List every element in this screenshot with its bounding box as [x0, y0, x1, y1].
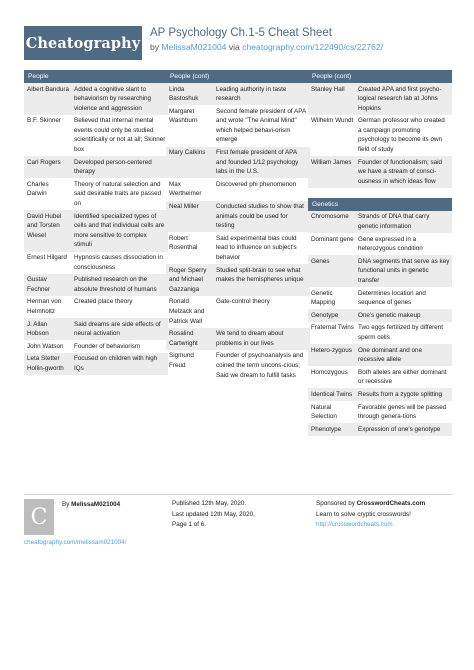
- table-row: [308, 366, 452, 388]
- sponsor-name[interactable]: CrosswordCheats.com: [356, 500, 426, 507]
- page-number: Page 1 of 6.: [172, 521, 206, 528]
- sheet-url-link[interactable]: cheatography.com/122490/cs/22762/: [242, 42, 383, 52]
- section-header-genetics: Genetics: [308, 198, 452, 211]
- term-cell: Genetic Mapping: [311, 289, 336, 307]
- table-row: [308, 322, 452, 344]
- table-row: [308, 255, 452, 287]
- table-row: [308, 211, 452, 233]
- column-3: [308, 70, 452, 436]
- cheatography-logo[interactable]: Cheatography: [24, 26, 142, 60]
- description-cell: We tend to dream about problems in our lives: [216, 330, 284, 347]
- description-cell: Strands of DNA that carry genetic information: [358, 213, 430, 231]
- table-row: [24, 353, 168, 375]
- table-row: [166, 178, 310, 200]
- sponsor-link[interactable]: http://crosswordcheats.com: [316, 521, 393, 528]
- term-cell: Identical Twins: [311, 390, 353, 398]
- table-row: [308, 344, 452, 366]
- description-cell: German professor who created a campaign promoting psychology to become its own field of study: [358, 117, 445, 154]
- description-cell: Founder of psychoanalysis and coined the term uncons-cious; Said we dream to fulfill tasks: [216, 352, 304, 379]
- footer-author: [62, 501, 120, 508]
- term-cell: Ernest Hilgard: [27, 254, 67, 261]
- description-cell: Said dreams are side effects of neural activation: [74, 320, 161, 338]
- table-row: [308, 156, 452, 188]
- footer-author-name[interactable]: MelissaM021004: [71, 501, 121, 508]
- table-row: [166, 147, 310, 179]
- table-row: [166, 232, 310, 264]
- table-row: [308, 309, 452, 322]
- description-cell: Both alleles are either dominant or recessive: [358, 368, 447, 386]
- cheatography-c-icon: C: [24, 499, 54, 535]
- term-cell: B.F. Skinner: [27, 117, 61, 125]
- table-row: [166, 350, 310, 382]
- table-row: [166, 264, 310, 296]
- term-cell: Neal Miller: [169, 203, 199, 211]
- section-people-cont: [166, 83, 310, 382]
- term-cell: Rosalind Cartwright: [169, 330, 198, 347]
- footer-sponsor: [316, 499, 425, 531]
- description-cell: Conducted studies to show that animals could be used for testing: [216, 203, 304, 230]
- term-cell: Genes: [311, 257, 330, 265]
- section-header-people-cont: People (cont): [166, 70, 310, 83]
- term-cell: Phenotype: [311, 425, 342, 433]
- term-cell: Albert Bandura: [27, 85, 70, 93]
- byline: [150, 42, 383, 52]
- description-cell: Results from a zygote splitting: [358, 390, 442, 398]
- description-cell: Created place theory: [74, 298, 133, 306]
- term-cell: Leta Stetter Hollin-gworth: [27, 355, 64, 372]
- term-cell: Stanley Hall: [311, 85, 345, 93]
- description-cell: DNA segments that serve as key functional units in genetic transfer: [358, 257, 450, 284]
- term-cell: Margaret Washburn: [169, 107, 198, 125]
- term-cell: Wilhelm Wundt: [311, 117, 354, 125]
- term-cell: Hetero-zygous: [311, 346, 352, 354]
- table-row: [24, 178, 168, 210]
- table-row: [24, 156, 168, 178]
- table-row: [166, 296, 310, 328]
- section-header-people: People: [24, 70, 168, 83]
- column-2: [166, 70, 310, 382]
- description-cell: Believed that internal mental events could only be studied scientifically or not at all; Skinner box: [74, 117, 166, 154]
- section-people: [24, 83, 168, 375]
- term-cell: Herman von Helmholtz: [27, 298, 62, 315]
- description-cell: Two eggs fertilized by different sperm cells: [358, 324, 443, 341]
- author-link[interactable]: MelissaM021004: [161, 42, 227, 52]
- description-cell: First female president of APA and founded 1/12 psychology labs in the U.S.: [216, 149, 299, 176]
- page-title: AP Psychology Ch.1-5 Cheat Sheet: [150, 27, 332, 39]
- description-cell: Favorable genes will be passed through genera-tions: [358, 403, 447, 421]
- table-row: [24, 318, 168, 340]
- table-row: [308, 423, 452, 436]
- section-genetics: [308, 211, 452, 436]
- column-1: [24, 70, 168, 375]
- by-label: by: [150, 42, 162, 52]
- term-cell: Linda Bastoshuk: [169, 85, 199, 103]
- term-cell: Natural Selection: [311, 403, 337, 421]
- table-row: [24, 274, 168, 296]
- term-cell: Max Wertheimer: [169, 180, 202, 198]
- footer-by-label: By: [62, 501, 72, 508]
- table-row: [308, 287, 452, 309]
- description-cell: One dominant and one recessive allele: [358, 346, 423, 364]
- table-row: [166, 105, 310, 146]
- via-label: via: [226, 42, 243, 52]
- description-cell: Determines location and sequence of genes: [358, 289, 426, 307]
- term-cell: Sigmund Freud: [169, 352, 194, 369]
- description-cell: Created APA and first psycho-logical research lab at Johns Hopkins: [358, 85, 442, 112]
- term-cell: Gustav Fechner: [27, 276, 51, 293]
- description-cell: Leading authority in taste research: [216, 85, 287, 103]
- table-row: [24, 340, 168, 353]
- term-cell: Homozygous: [311, 368, 348, 376]
- description-cell: One's genetic makeup: [358, 311, 421, 319]
- term-cell: David Hubel and Torsten Wiesel: [27, 212, 62, 239]
- term-cell: William James: [311, 158, 352, 166]
- section-header-people-cont-2: People (cont): [308, 70, 452, 83]
- term-cell: Genotype: [311, 311, 339, 319]
- table-row: [308, 401, 452, 423]
- table-row: [308, 388, 452, 401]
- footer-author-link[interactable]: cheatography.com/melissam021004/: [24, 539, 127, 546]
- updated-date: Last updated 12th May, 2020.: [172, 510, 255, 518]
- table-row: [166, 83, 310, 105]
- term-cell: Ronald Melzack and Patrick Wall: [169, 298, 205, 325]
- table-row: [308, 115, 452, 156]
- table-row: [24, 210, 168, 251]
- description-cell: Published research on the absolute threshold of humans: [74, 276, 157, 293]
- term-cell: Charles Darwin: [27, 180, 49, 198]
- page-header: [0, 0, 474, 68]
- term-cell: Roger Sperry and Michael Gazzaniga: [169, 266, 207, 293]
- description-cell: Studied split-brain to see what makes the hemispheres unique: [216, 266, 304, 284]
- table-row: [24, 252, 168, 274]
- description-cell: Second female president of APA and wrote "The Animal Mind" which helped behavi-orism emerge: [216, 107, 306, 144]
- table-row: [308, 233, 452, 255]
- term-cell: John Watson: [27, 342, 64, 350]
- description-cell: Identified specialized types of cells and that individual cells are more sensitive to complex stimuli: [74, 212, 165, 249]
- term-cell: Carl Rogers: [27, 158, 61, 166]
- section-people-cont-2: [308, 83, 452, 188]
- description-cell: Hypnosis causes dissociation in consciousness: [74, 254, 163, 271]
- description-cell: Founder of behaviorism: [74, 342, 141, 350]
- page-footer: [24, 494, 452, 546]
- sponsor-prefix: Sponsored by: [316, 500, 357, 507]
- table-row: [166, 201, 310, 233]
- description-cell: Theory of natural selection and said desirable traits are passed on: [74, 180, 162, 208]
- table-row: [24, 83, 168, 115]
- term-cell: Dominant gene: [311, 235, 354, 243]
- description-cell: Focused on children with high IQs: [74, 355, 158, 372]
- term-cell: J. Allan Hobson: [27, 320, 49, 338]
- description-cell: Founder of functionalism; said we have a stream of consci-ousness in which ideas flow: [358, 158, 443, 185]
- published-date: Published 12th May, 2020.: [172, 500, 247, 507]
- table-row: [24, 115, 168, 156]
- description-cell: Gene expressed in a heterozygous condition: [358, 235, 423, 253]
- footer-publish-info: [172, 499, 255, 531]
- description-cell: Developed person-centered therapy: [74, 158, 152, 176]
- term-cell: Mary Calkins: [169, 149, 206, 157]
- term-cell: Chromosome: [311, 213, 349, 221]
- table-row: [24, 296, 168, 318]
- description-cell: Discovered phi phenomenon: [216, 180, 297, 188]
- description-cell: Expression of one's genotype: [358, 425, 441, 433]
- term-cell: Robert Rosenthal: [169, 234, 198, 252]
- description-cell: Gate-control theory: [216, 298, 270, 306]
- term-cell: Fraternal Twins: [311, 324, 354, 332]
- description-cell: Said experimental bias could lead to influence on subject's behavior: [216, 234, 297, 261]
- table-row: [308, 83, 452, 115]
- description-cell: Added a cognitive slant to behaviorism by researching violence and aggression: [74, 85, 151, 112]
- table-row: [166, 328, 310, 350]
- sponsor-tagline: Learn to solve cryptic crosswords!: [316, 510, 411, 518]
